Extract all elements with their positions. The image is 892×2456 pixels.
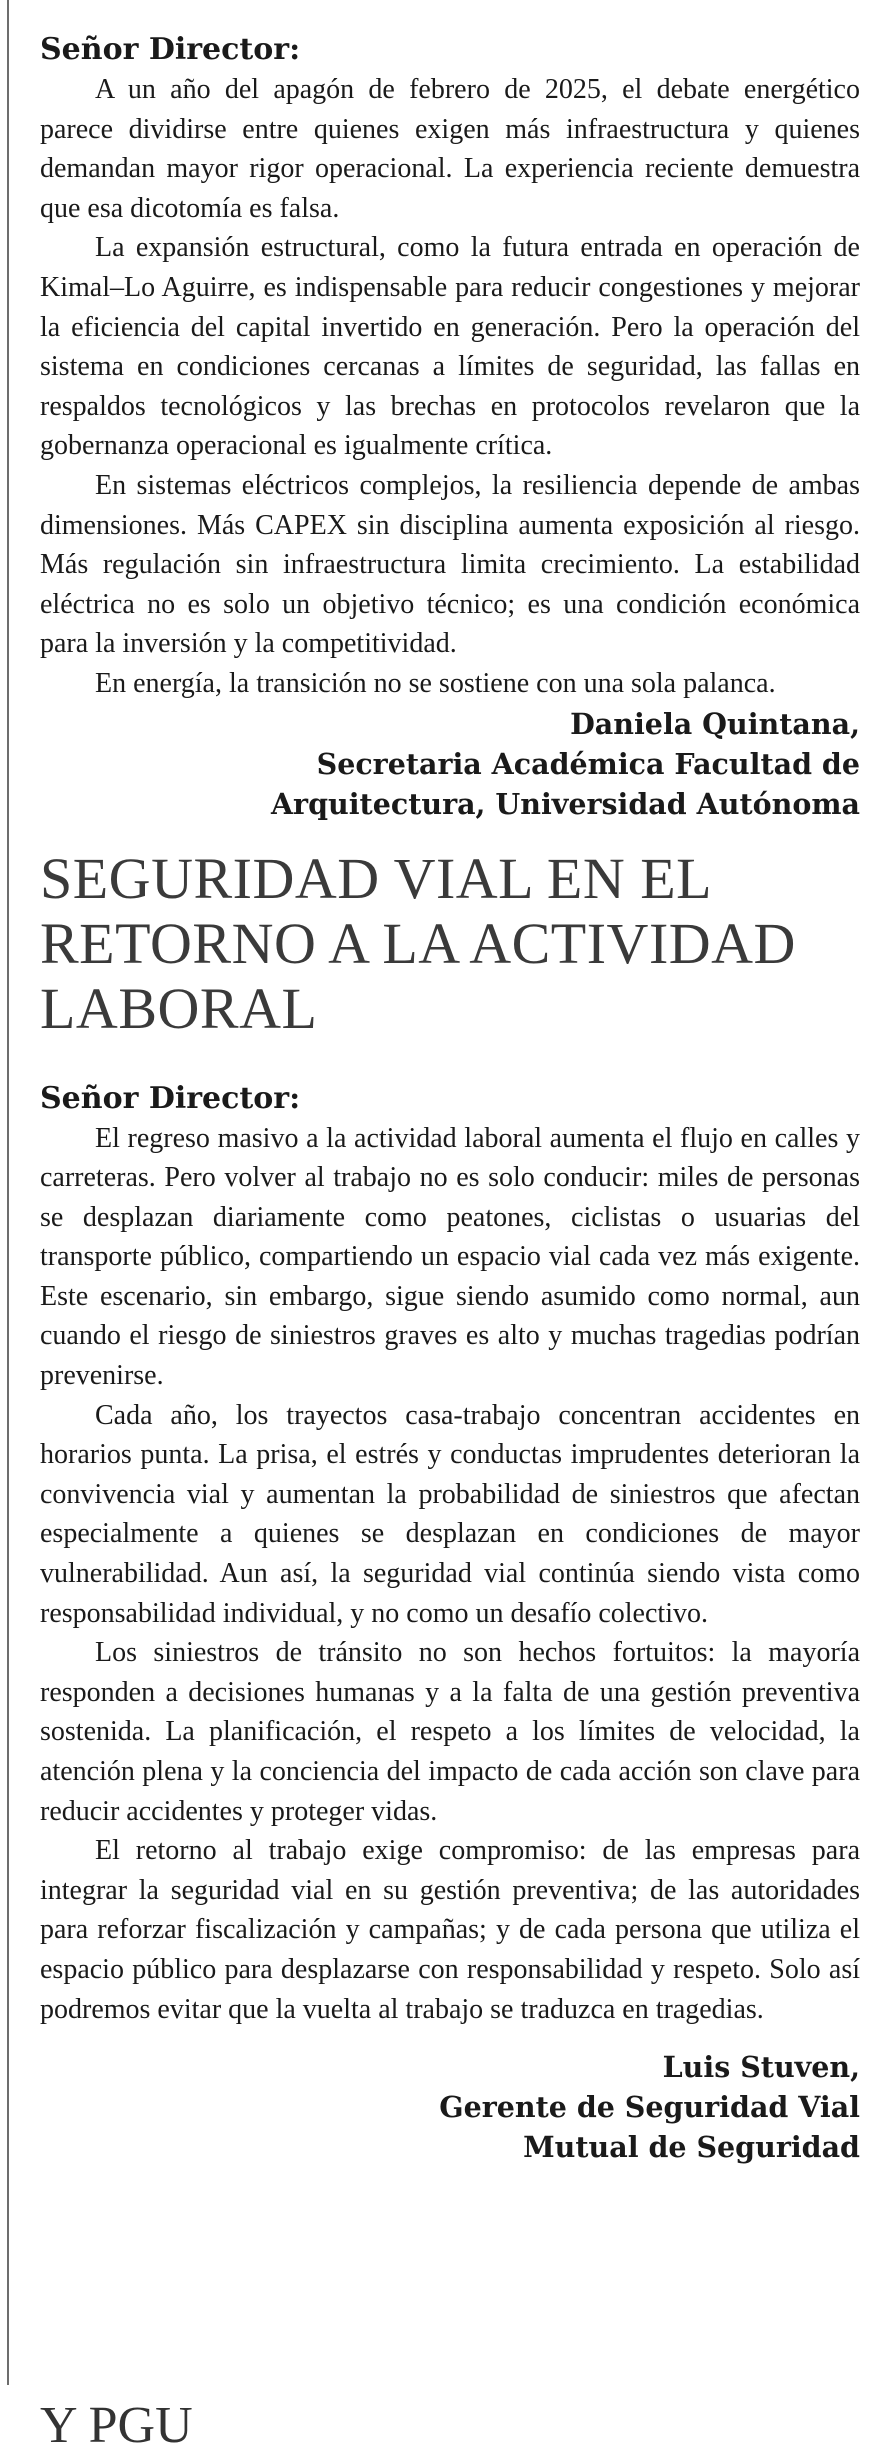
signature-affiliation: Arquitectura, Universidad Autónoma — [270, 786, 860, 821]
signature-title: Gerente de Seguridad Vial — [439, 2090, 860, 2125]
salutation: Señor Director: — [40, 1080, 301, 1116]
signature-name: Luis Stuven, — [662, 2050, 860, 2085]
letters-column — [40, 30, 860, 2167]
signature-title: Secretaria Académica Facultad de — [316, 746, 860, 781]
signature-name: Daniela Quintana, — [570, 706, 860, 741]
signature-block — [40, 704, 860, 824]
letter-paragraph: Cada año, los trayectos casa-trabajo concentran accidentes en horarios punta. La prisa, el estrés y conductas imprudentes deterioran la convivencia vial y aumentan la probabilidad de siniestros que afectan especialmente a quienes se desplazan en condiciones de mayor vulnerabilidad. Aun así, la seguridad vial continúa siendo vista como responsabilidad individual, y no como un desafío colectivo. — [40, 1399, 860, 1629]
letter-road-safety — [40, 1079, 860, 2168]
signature-block — [40, 2047, 860, 2167]
letter-paragraph: Los siniestros de tránsito no son hechos fortuitos: la mayoría responden a decisiones humanas y a la falta de una gestión preventiva sostenida. La planificación, el respeto a los límites de velocidad, la atención plena y la conciencia del impacto de cada acción son clave para reducir accidentes y proteger vidas. — [40, 1637, 860, 1827]
next-headline-fragment: Y PGU — [40, 2397, 193, 2454]
letter-paragraph: El retorno al trabajo exige compromiso: de las empresas para integrar la seguridad vial en su gestión preventiva; de las autoridades para reforzar fiscalización y campañas; y de cada persona que utiliza el espacio público para desplazarse con responsabilidad y respeto. Solo así podremos evitar que la vuelta al trabajo se traduzca en tragedias. — [40, 1835, 860, 2025]
letter-paragraph: En sistemas eléctricos complejos, la resiliencia depende de ambas dimensiones. Más CAPEX sin disciplina aumenta exposición al riesgo. Más regulación sin infraestructura limita crecimiento. La estabilidad eléctrica no es solo un objetivo técnico; es una condición económica para la inversión y la competitividad. — [40, 469, 860, 660]
letter-paragraph: El regreso masivo a la actividad laboral aumenta el flujo en calles y carreteras. Pero volver al trabajo no es solo conducir: miles de personas se desplazan diariamente como peatones, ciclistas o usuarias del transporte público, compartiendo un espacio vial cada vez más exigente. Este escenario, sin embargo, sigue siendo asumido como normal, aun cuando el riesgo de siniestros graves es alto y muchas tragedias podrían prevenirse. — [40, 1122, 860, 1392]
column-rule — [7, 0, 9, 2385]
letter-paragraph: A un año del apagón de febrero de 2025, el debate energético parece dividirse entre quienes exigen más infraestructura y quienes demandan mayor rigor operacional. La experiencia reciente demuestra que esa dicotomía es falsa. — [40, 74, 860, 224]
letter-energy — [40, 30, 860, 824]
article-headline: SEGURIDAD VIAL EN EL RETORNO A LA ACTIVIDAD LABORAL — [40, 845, 796, 1041]
letter-paragraph: En energía, la transición no se sostiene con una sola palanca. — [95, 667, 776, 699]
letter-paragraph: La expansión estructural, como la futura entrada en operación de Kimal–Lo Aguirre, es indispensable para reducir congestiones y mejorar la eficiencia del capital invertido en generación. Pero la operación del sistema en condiciones cercanas a límites de seguridad, las fallas en respaldos tecnológicos y las brechas en protocolos revelaron que la gobernanza operacional es igualmente crítica. — [40, 232, 860, 462]
signature-affiliation: Mutual de Seguridad — [523, 2130, 860, 2165]
salutation: Señor Director: — [40, 32, 301, 67]
